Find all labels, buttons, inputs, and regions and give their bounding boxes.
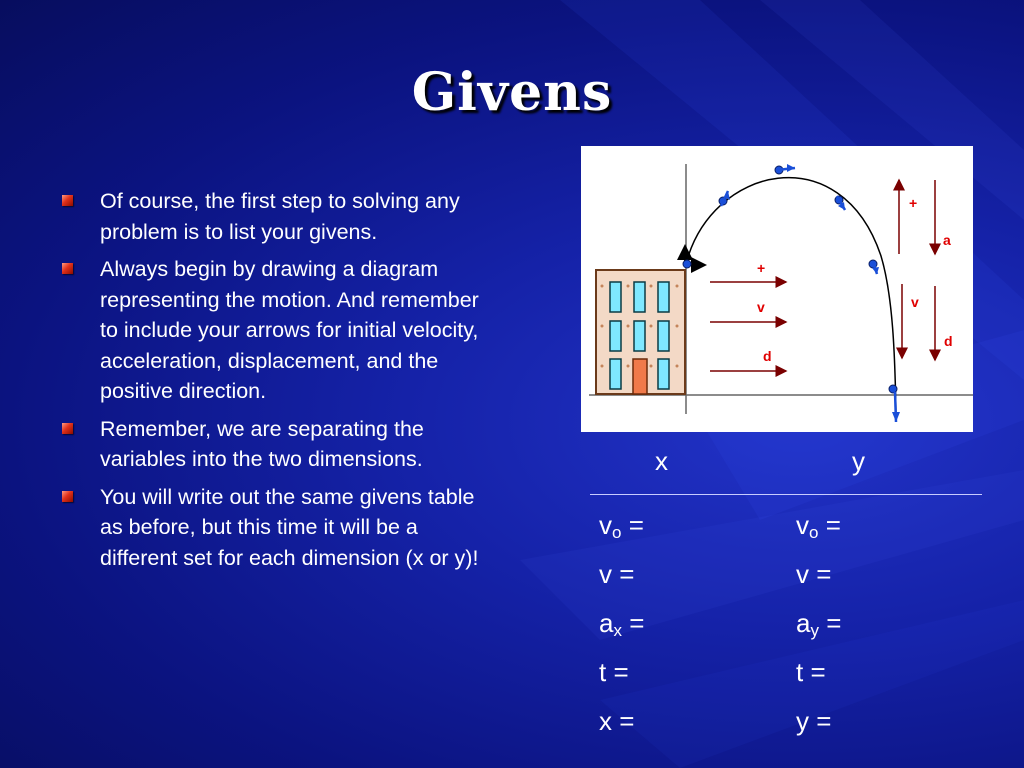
header-divider [590,494,982,495]
x-plus-label: + [757,260,766,276]
building-icon [596,270,685,394]
ball [683,260,691,268]
bullet-text: Of course, the first step to solving any problem is to list your givens. [100,189,460,244]
bullet-square-icon [62,491,73,502]
bullet-square-icon [62,263,73,274]
y-y-given: y = [796,706,832,736]
y-vo-given: $v_o$ = [796,510,841,542]
y-t-given: t = [796,657,826,687]
y-velocity-label: v [911,294,919,310]
x-velocity-label: v [757,299,765,315]
slide-title: Givens [411,62,613,123]
x-x-given: x = [599,706,635,736]
y-acceleration-label: a [943,232,951,248]
bullet-item [60,186,500,247]
trajectory-curve [686,178,896,414]
bullet-text: Remember, we are separating the variables into the two dimensions. [100,416,424,471]
bullet-item [60,414,500,475]
y-displacement-label: d [944,333,953,349]
x-v-given: v = [599,559,635,589]
projectile-diagram [581,146,973,432]
bullet-list [60,186,500,580]
x-displacement-label: d [763,348,772,364]
y-v-given: v = [796,559,832,589]
diagram-svg [581,146,973,432]
bullet-square-icon [62,195,73,206]
y-ay-given: $a_y$ = [796,608,842,640]
x-vo-given: $v_o$ = [599,510,644,542]
bullet-item [60,254,500,407]
y-plus-label: + [909,195,918,211]
bullet-text: You will write out the same givens table as before, but this time it will be a different set for each dimension (x or y)! [100,484,479,570]
bullet-text: Always begin by drawing a diagram representing the motion. And remember to include your arrows for initial velocity, acceleration, displacement, and the positive direction. [100,257,479,403]
x-column-header: x [655,446,668,476]
bullet-item [60,482,500,574]
x-ax-given: $a_x$ = [599,608,645,640]
x-t-given: t = [599,657,629,687]
y-column-header: y [852,446,865,476]
bullet-square-icon [62,423,73,434]
ball [889,385,897,393]
